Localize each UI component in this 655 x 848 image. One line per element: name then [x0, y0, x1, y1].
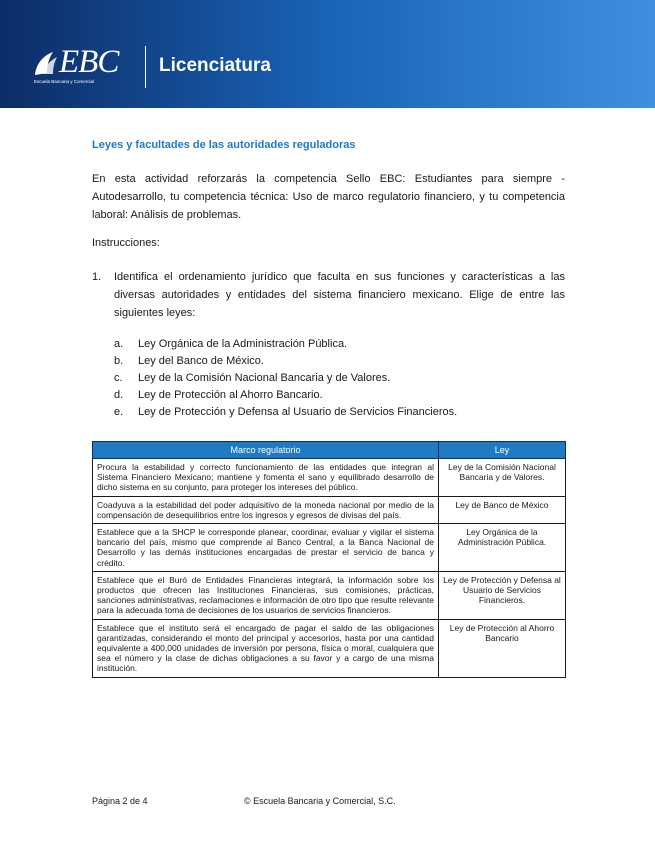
list-item-text: Ley Orgánica de la Administración Pública.: [138, 338, 348, 350]
ley-cell: Ley de Protección y Defensa al Usuario de Servicios Financieros.: [439, 571, 566, 619]
list-item-text: Ley de Protección y Defensa al Usuario de Servicios Financieros.: [138, 406, 458, 418]
list-item-text: Ley de Protección al Ahorro Bancario.: [138, 389, 323, 401]
list-item-letter: d.: [114, 389, 124, 401]
logo-wordmark: EBC: [59, 44, 119, 80]
list-item: [114, 404, 457, 421]
banner-title: Licenciatura: [159, 55, 271, 76]
intro-paragraph: En esta actividad reforzarás la competencia Sello EBC: Estudiantes para siempre - Autodesarrollo, tu competencia técnica: Uso de marco regulatorio financiero, y tu competencia laboral: Análisis de problemas.: [92, 173, 565, 221]
ley-cell: Ley de Protección al Ahorro Bancario: [439, 619, 566, 677]
ebc-logo: [32, 46, 132, 88]
table-row: [93, 496, 566, 523]
column-header-marco: Marco regulatorio: [93, 442, 439, 459]
marco-cell: Establece que el Buró de Entidades Financieras integrará, la información sobre los productos que ofrecen las Instituciones Financieras, sus comisiones, prácticas, sanciones administrativas, reclamaciones e información de otro tipo que resulte relevante para la adecuada toma de decisiones de los usuarios de servicios financieros.: [93, 571, 439, 619]
list-item: [114, 353, 457, 370]
logo-subtext: Escuela Bancaria y Comercial: [34, 79, 95, 84]
instruction-step: [92, 268, 565, 322]
banner-divider: [145, 46, 146, 88]
list-item: [114, 387, 457, 404]
instructions-label: Instrucciones:: [92, 237, 160, 249]
ley-cell: Ley de Banco de México: [439, 496, 566, 523]
table-row: [93, 571, 566, 619]
column-header-ley: Ley: [439, 442, 566, 459]
list-item: [114, 336, 457, 353]
table-header-row: [93, 442, 566, 459]
list-item-letter: a.: [114, 338, 124, 350]
ebc-leaf-icon: [32, 48, 60, 78]
list-item-letter: e.: [114, 406, 124, 418]
list-item-text: Ley del Banco de México.: [138, 355, 264, 367]
marco-cell: Coadyuva a la estabilidad del poder adquisitivo de la moneda nacional por medio de la compensación de desequilibrios entre los ingresos y egresos de divisas del país.: [93, 496, 439, 523]
list-item-letter: b.: [114, 355, 124, 367]
table-row: [93, 459, 566, 497]
table-row: [93, 619, 566, 677]
page-number: Página 2 de 4: [92, 796, 148, 806]
law-options-list: [114, 336, 457, 421]
document-title: Leyes y facultades de las autoridades reguladoras: [92, 139, 356, 151]
step-text: Identifica el ordenamiento jurídico que faculta en sus funciones y características a las diversas autoridades y entidades del sistema financiero mexicano. Elige de entre las siguientes leyes:: [114, 271, 565, 319]
copyright-notice: © Escuela Bancaria y Comercial, S.C.: [244, 796, 396, 806]
regulatory-table: [92, 441, 566, 678]
list-item: [114, 370, 457, 387]
marco-cell: Establece que a la SHCP le corresponde planear, coordinar, evaluar y vigilar el sistema bancario del país, mismo que comprende al Banco Central, a la Banca Nacional de Desarrollo y las demás instituciones encargadas de prestar el servicio de banca y crédito.: [93, 524, 439, 572]
marco-cell: Procura la estabilidad y correcto funcionamiento de las entidades que integran al Sistema Financiero Mexicano; mantiene y fomenta el sano y equilibrado desarrollo de dicho sistema en su conjunto, para proteger los intereses del público.: [93, 459, 439, 497]
list-item-letter: c.: [114, 372, 123, 384]
header-banner: [0, 0, 655, 108]
table-row: [93, 524, 566, 572]
ley-cell: Ley de la Comisión Nacional Bancaria y de Valores.: [439, 459, 566, 497]
step-number: 1.: [92, 271, 102, 283]
list-item-text: Ley de la Comisión Nacional Bancaria y de Valores.: [138, 372, 391, 384]
ley-cell: Ley Orgánica de la Administración Pública.: [439, 524, 566, 572]
marco-cell: Establece que el instituto será el encargado de pagar el saldo de las obligaciones garantizadas, considerando el monto del principal y accesorios, hasta por una cantidad equivalente a 400,000 unidades de inversión por persona, física o moral, cualquiera que sea el número y la clase de dichas obligaciones a su favor y a cargo de una misma institución.: [93, 619, 439, 677]
